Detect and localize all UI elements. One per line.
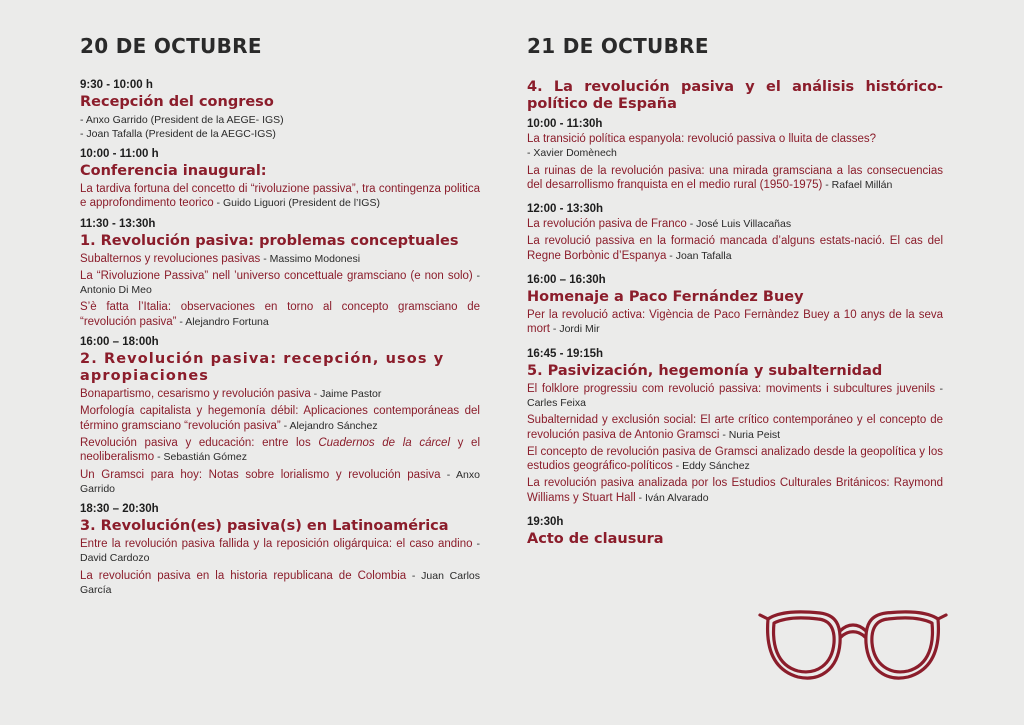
- talk-speaker: - Alejandro Sánchez: [280, 419, 378, 432]
- talk-speaker: - Alejandro Fortuna: [176, 315, 269, 328]
- session-title: Recepción del congreso: [80, 94, 274, 110]
- session-time: 10:00 - 11:30h: [527, 118, 603, 130]
- talk-title: Entre la revolución pasiva fallida y la reposición oligárquica: el caso andino: [80, 538, 473, 551]
- talk-item: [527, 476, 943, 505]
- talk-speaker: - Juan Carlos García: [80, 569, 481, 597]
- speaker-line: - Joan Tafalla (President de la AEGC-IGS): [80, 128, 276, 140]
- reception-block: [80, 78, 480, 141]
- session-4: [527, 79, 943, 263]
- session-title: 4. La revolución pasiva y el análisis histórico-político de España: [527, 79, 943, 112]
- talk-item: [527, 308, 943, 337]
- talk-speaker: - Nuria Peist: [719, 428, 781, 441]
- talk-title: Revolución pasiva y educación: entre los: [80, 436, 319, 449]
- talk-item: [527, 164, 943, 193]
- talk-item: [527, 445, 943, 474]
- talk-title-italic: Cuadernos de la cárcel: [318, 436, 450, 449]
- session-title: Conferencia inaugural:: [80, 163, 267, 179]
- session-time: 16:00 – 16:30h: [527, 274, 606, 287]
- talk-item: [80, 269, 480, 298]
- talk-speaker: - José Luis Villacañas: [686, 218, 792, 231]
- talk-item: [80, 569, 480, 598]
- talk-speaker: - Rafael Millán: [822, 178, 893, 191]
- talk-title: La revolución pasiva en la historia republicana de Colombia: [80, 569, 407, 582]
- talk-title: Subalternidad y exclusión social: El arte crítico contemporáneo y el concepto de revolución pasiva de Antonio Gramsci: [527, 414, 943, 441]
- session-title: 1. Revolución pasiva: problemas conceptuales: [80, 232, 459, 249]
- session-time: 18:30 – 20:30h: [80, 503, 159, 516]
- talk-speaker: - Antonio Di Meo: [80, 269, 480, 297]
- session-2: [80, 335, 480, 496]
- talk-item: [527, 382, 943, 411]
- session-time: 16:00 – 18:00h: [80, 336, 159, 349]
- session-title: Acto de clausura: [527, 531, 664, 548]
- session-time: 12:00 - 13:30h: [527, 203, 604, 216]
- conference-block: [80, 147, 480, 211]
- talk-item: [80, 537, 480, 566]
- session-time: 11:30 - 13:30h: [80, 217, 156, 230]
- talk-speaker: - Anxo Garrido: [80, 468, 480, 495]
- session-5: [527, 347, 943, 505]
- talk-item: [80, 182, 480, 211]
- talk-title: El folklore progressiu com revolució passiva: moviments i subcultures juvenils: [527, 382, 936, 395]
- talk-title: y el neoliberalismo: [80, 436, 481, 464]
- talk-speaker: - Carles Feixa: [527, 382, 943, 409]
- talk-speaker: - Xavier Domènech: [527, 147, 617, 160]
- talk-speaker: - David Cardozo: [80, 538, 480, 565]
- talk-item: [80, 300, 480, 329]
- session-title: 3. Revolución(es) pasiva(s) en Latinoamérica: [80, 518, 449, 535]
- session-title: Homenaje a Paco Fernández Buey: [527, 289, 804, 306]
- talk-title: El concepto de revolución pasiva de Gramsci analizado desde la geopolítica y los estudios geográfico-políticos: [527, 445, 943, 473]
- session-1: [80, 217, 480, 329]
- talk-title: Un Gramsci para hoy: Notas sobre lorialismo y revolución pasiva: [80, 468, 441, 481]
- talk-title: Bonapartismo, cesarismo y revolución pasiva: [80, 388, 311, 401]
- day-heading: 20 DE OCTUBRE: [80, 34, 262, 58]
- glasses-icon: [758, 603, 948, 685]
- talk-title: La revolució passiva en la formació mancada d’alguns estats-nació. El cas del Regne Borbònic d’Espanya: [527, 235, 943, 262]
- talk-speaker: - Sebastián Gómez: [154, 451, 247, 464]
- talk-speaker: - Jordi Mir: [550, 323, 600, 336]
- session-time: 10:00 - 11:00 h: [80, 148, 159, 160]
- session-title: 2. Revolución pasiva: recepción, usos y apropiaciones: [80, 351, 445, 385]
- session-time: 19:30h: [527, 516, 564, 529]
- talk-item: [80, 387, 480, 401]
- session-title: 5. Pasivización, hegemonía y subalternidad: [527, 362, 883, 379]
- talk-speaker: - Joan Tafalla: [666, 249, 732, 262]
- talk-speaker: - Massimo Modonesi: [260, 252, 361, 265]
- talk-item: [80, 252, 480, 266]
- talk-speaker: - Jaime Pastor: [310, 388, 382, 401]
- talk-item: [527, 217, 943, 231]
- talk-item: [80, 468, 480, 497]
- talk-title: Morfología capitalista y hegemonía débil: Aplicaciones contemporáneas del término gramsciano “revolución pasiva”: [80, 405, 480, 432]
- session-time: 16:45 - 19:15h: [527, 347, 604, 360]
- talk-title: La tardiva fortuna del concetto di “rivoluzione passiva”, tra contingenza politica e approfondimento teorico: [80, 183, 480, 210]
- talk-speaker: - Eddy Sánchez: [672, 460, 750, 473]
- day-heading: 21 DE OCTUBRE: [527, 34, 709, 58]
- talk-item: [80, 436, 480, 465]
- talk-title: La revolución pasiva de Franco: [527, 218, 687, 231]
- talk-item: [80, 404, 480, 433]
- talk-title: La “Rivoluzione Passiva” nell ’universo concettuale gramsciano (e non solo): [80, 269, 473, 282]
- closing-block: [527, 515, 943, 548]
- talk-title: La transició política espanyola: revolució passiva o lluita de classes?: [527, 133, 877, 145]
- session-time: 9:30 - 10:00 h: [80, 79, 153, 91]
- session-3: [80, 502, 480, 597]
- talk-title: Per la revolució activa: Vigència de Paco Fernàndez Buey a 10 anys de la seva mort: [527, 309, 943, 336]
- talk-item: [527, 132, 943, 161]
- talk-title: La revolución pasiva analizada por los Estudios Culturales Británicos: Raymond Williams y Stuart Hall: [527, 477, 943, 504]
- talk-item: [527, 234, 943, 263]
- talk-speaker: - Guido Liguori (President de l’IGS): [213, 197, 380, 210]
- speaker-line: - Anxo Garrido (President de la AEGE- IGS): [80, 114, 284, 126]
- homage-block: [527, 273, 943, 337]
- talk-title: Subalternos y revoluciones pasivas: [80, 252, 261, 265]
- talk-speaker: - Iván Alvarado: [635, 491, 709, 504]
- talk-title: S’è fatta l’Italia: observaciones en torno al concepto gramsciano de “revolución pasiva”: [80, 301, 480, 328]
- talk-title: La ruinas de la revolución pasiva: una mirada gramsciana a las consecuencias del desarrollismo franquista en el medio rural (1950-1975): [527, 164, 943, 191]
- talk-item: [527, 413, 943, 442]
